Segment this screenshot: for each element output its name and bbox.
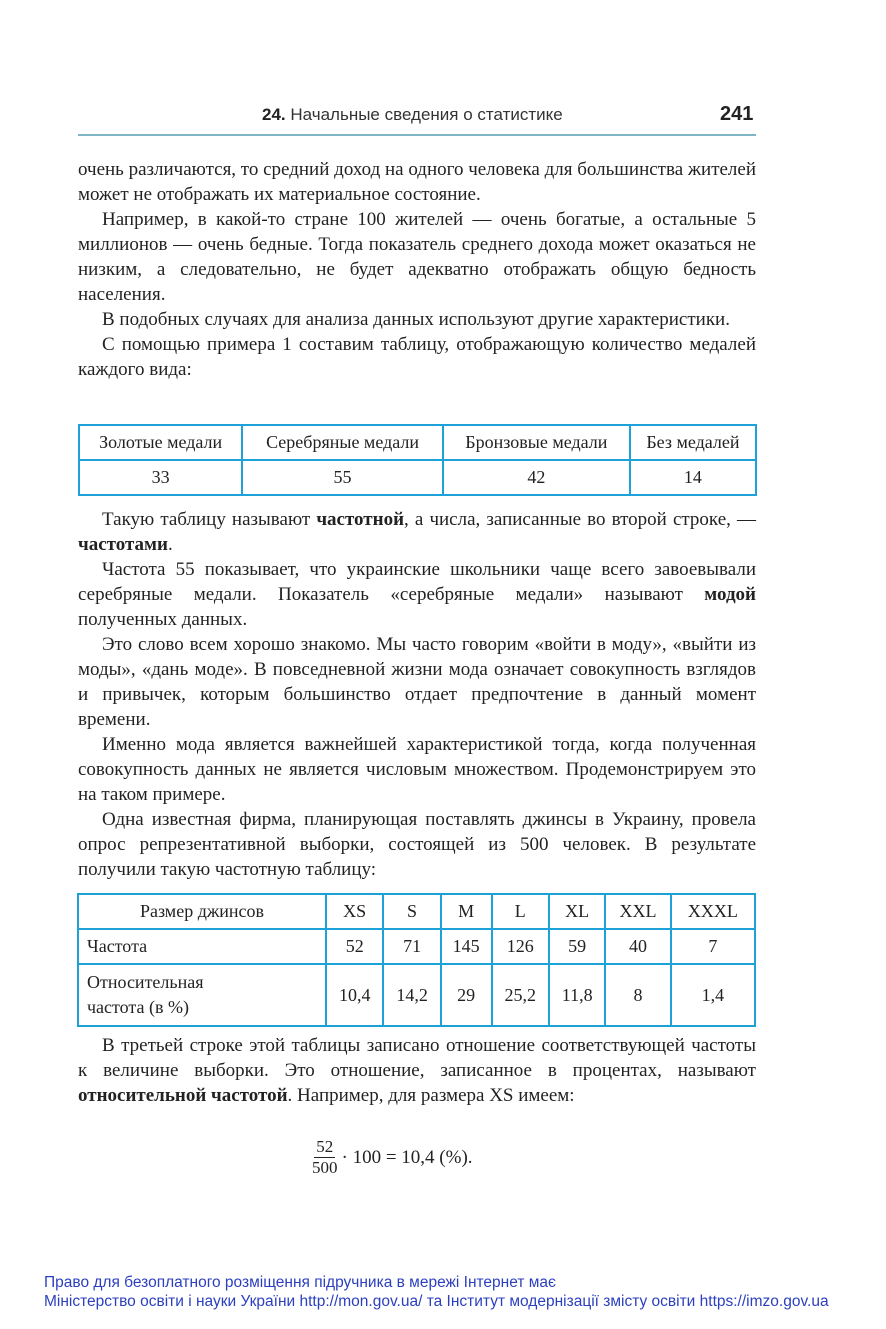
- table-cell: 126: [492, 929, 549, 964]
- row-label: [78, 964, 326, 1026]
- text-segment: . Например, для размера XS имеем:: [287, 1085, 575, 1106]
- row-label-line: Относительная: [87, 972, 204, 992]
- table-header-cell: S: [383, 894, 440, 929]
- footer-line: Право для безоплатного розміщення підручника в мережі Інтернет має: [44, 1274, 556, 1291]
- page-number: 241: [720, 103, 754, 125]
- table-cell: 14,2: [383, 964, 440, 1026]
- table-header-cell: Без медалей: [630, 425, 756, 460]
- text-segment: В подобных случаях для анализа данных используют другие характеристики.: [102, 309, 730, 330]
- section-number: 24.: [262, 105, 286, 124]
- section-title: Начальные сведения о статистике: [290, 105, 563, 124]
- table-cell: 33: [79, 460, 242, 495]
- table-header-cell: Бронзовые медали: [443, 425, 630, 460]
- table-cell: 42: [443, 460, 630, 495]
- table-cell: 10,4: [326, 964, 383, 1026]
- table-row: [78, 894, 755, 929]
- formula: [312, 1137, 473, 1178]
- text-segment: Такую таблицу называют: [102, 509, 317, 530]
- table-header-cell: M: [441, 894, 492, 929]
- table-cell: 55: [242, 460, 443, 495]
- table-cell: 1,4: [671, 964, 755, 1026]
- paragraph: [78, 807, 756, 882]
- table-row: [78, 964, 755, 1026]
- bold-term: модой: [704, 584, 756, 605]
- footer-line: Міністерство освіти і науки України http://mon.gov.ua/ та Інститут модернізації змісту освіти https://imzo.gov.ua: [44, 1293, 829, 1310]
- paragraph: [78, 307, 756, 332]
- table-header-cell: XXXL: [671, 894, 755, 929]
- table-cell: 14: [630, 460, 756, 495]
- text-segment: Это слово всем хорошо знакомо. Мы часто говорим «войти в моду», «выйти из моды», «дань моде». В повседневной жизни мода означает совокупность взглядов и привычек, которым большинство отдает предпочтение в данный момент времени.: [78, 634, 756, 730]
- running-header: [262, 105, 563, 125]
- table-cell: 40: [605, 929, 670, 964]
- jeans-frequency-table: [77, 893, 756, 1027]
- text-segment: С помощью примера 1 составим таблицу, отображающую количество медалей каждого вида:: [78, 334, 756, 380]
- text-segment: Одна известная фирма, планирующая поставлять джинсы в Украину, провела опрос репрезентативной выборки, состоящей из 500 человек. В результате получили такую частотную таблицу:: [78, 809, 756, 880]
- table-cell: 25,2: [492, 964, 549, 1026]
- paragraph: [78, 557, 756, 632]
- fraction: [312, 1137, 338, 1178]
- paragraph: [78, 732, 756, 807]
- paragraph: [78, 507, 756, 557]
- bold-term: частотами: [78, 534, 168, 555]
- paragraph: [78, 207, 756, 307]
- table-cell: 59: [549, 929, 605, 964]
- row-label-line: частота (в %): [87, 997, 189, 1017]
- text-segment: , а числа, записанные во второй строке, —: [404, 509, 756, 530]
- text-segment: В третьей строке этой таблицы записано отношение соответствующей частоты к величине выборки. Это отношение, записанное в процентах, называют: [78, 1035, 756, 1081]
- text-segment: .: [167, 534, 173, 555]
- table-cell: 52: [326, 929, 383, 964]
- row-label: Частота: [78, 929, 326, 964]
- table-cell: 71: [383, 929, 440, 964]
- paragraph: [78, 632, 756, 732]
- text-segment: Частота 55 показывает, что украинские школьники чаще всего завоевывали серебряные медали. Показатель «серебряные медали» называют: [78, 559, 756, 605]
- table-header-cell: XS: [326, 894, 383, 929]
- table-header-cell: XL: [549, 894, 605, 929]
- bold-term: относительной частотой: [78, 1085, 288, 1106]
- table-cell: 145: [441, 929, 492, 964]
- table-header-cell: XXL: [605, 894, 670, 929]
- denominator: 500: [312, 1158, 338, 1177]
- table-header-cell: Размер джинсов: [78, 894, 326, 929]
- text-segment: очень различаются, то средний доход на одного человека для большинства жителей может не отображать их материальное состояние.: [78, 159, 757, 205]
- text-block-3: [78, 1033, 756, 1108]
- table-header-cell: L: [492, 894, 549, 929]
- paragraph: [78, 157, 756, 207]
- copyright-footer: [44, 1273, 829, 1311]
- numerator: 52: [316, 1137, 334, 1156]
- table-header-cell: Серебряные медали: [242, 425, 443, 460]
- text-block-1: [78, 157, 756, 382]
- table-cell: 8: [605, 964, 670, 1026]
- paragraph: [78, 332, 756, 382]
- text-segment: Например, в какой-то стране 100 жителей — очень богатые, а остальные 5 миллионов — очень бедные. Тогда показатель среднего дохода может оказаться не низким, а следовательно, не будет адекватно отображать общую бедность населения.: [78, 209, 756, 305]
- table-row: [78, 929, 755, 964]
- table-row: [79, 460, 756, 495]
- table-row: [79, 425, 756, 460]
- table-cell: 7: [671, 929, 755, 964]
- header-rule: [78, 134, 756, 136]
- medals-table: [78, 424, 757, 496]
- text-segment: Именно мода является важнейшей характеристикой тогда, когда полученная совокупность данных не является числовым множеством. Продемонстрируем это на таком примере.: [78, 734, 756, 805]
- text-segment: полученных данных.: [78, 609, 248, 630]
- text-block-2: [78, 507, 756, 882]
- paragraph: [78, 1033, 756, 1108]
- bold-term: частотной: [316, 509, 405, 530]
- table-cell: 11,8: [549, 964, 605, 1026]
- table-header-cell: Золотые медали: [79, 425, 242, 460]
- table-cell: 29: [441, 964, 492, 1026]
- formula-rest: · 100 = 10,4 (%).: [341, 1146, 473, 1168]
